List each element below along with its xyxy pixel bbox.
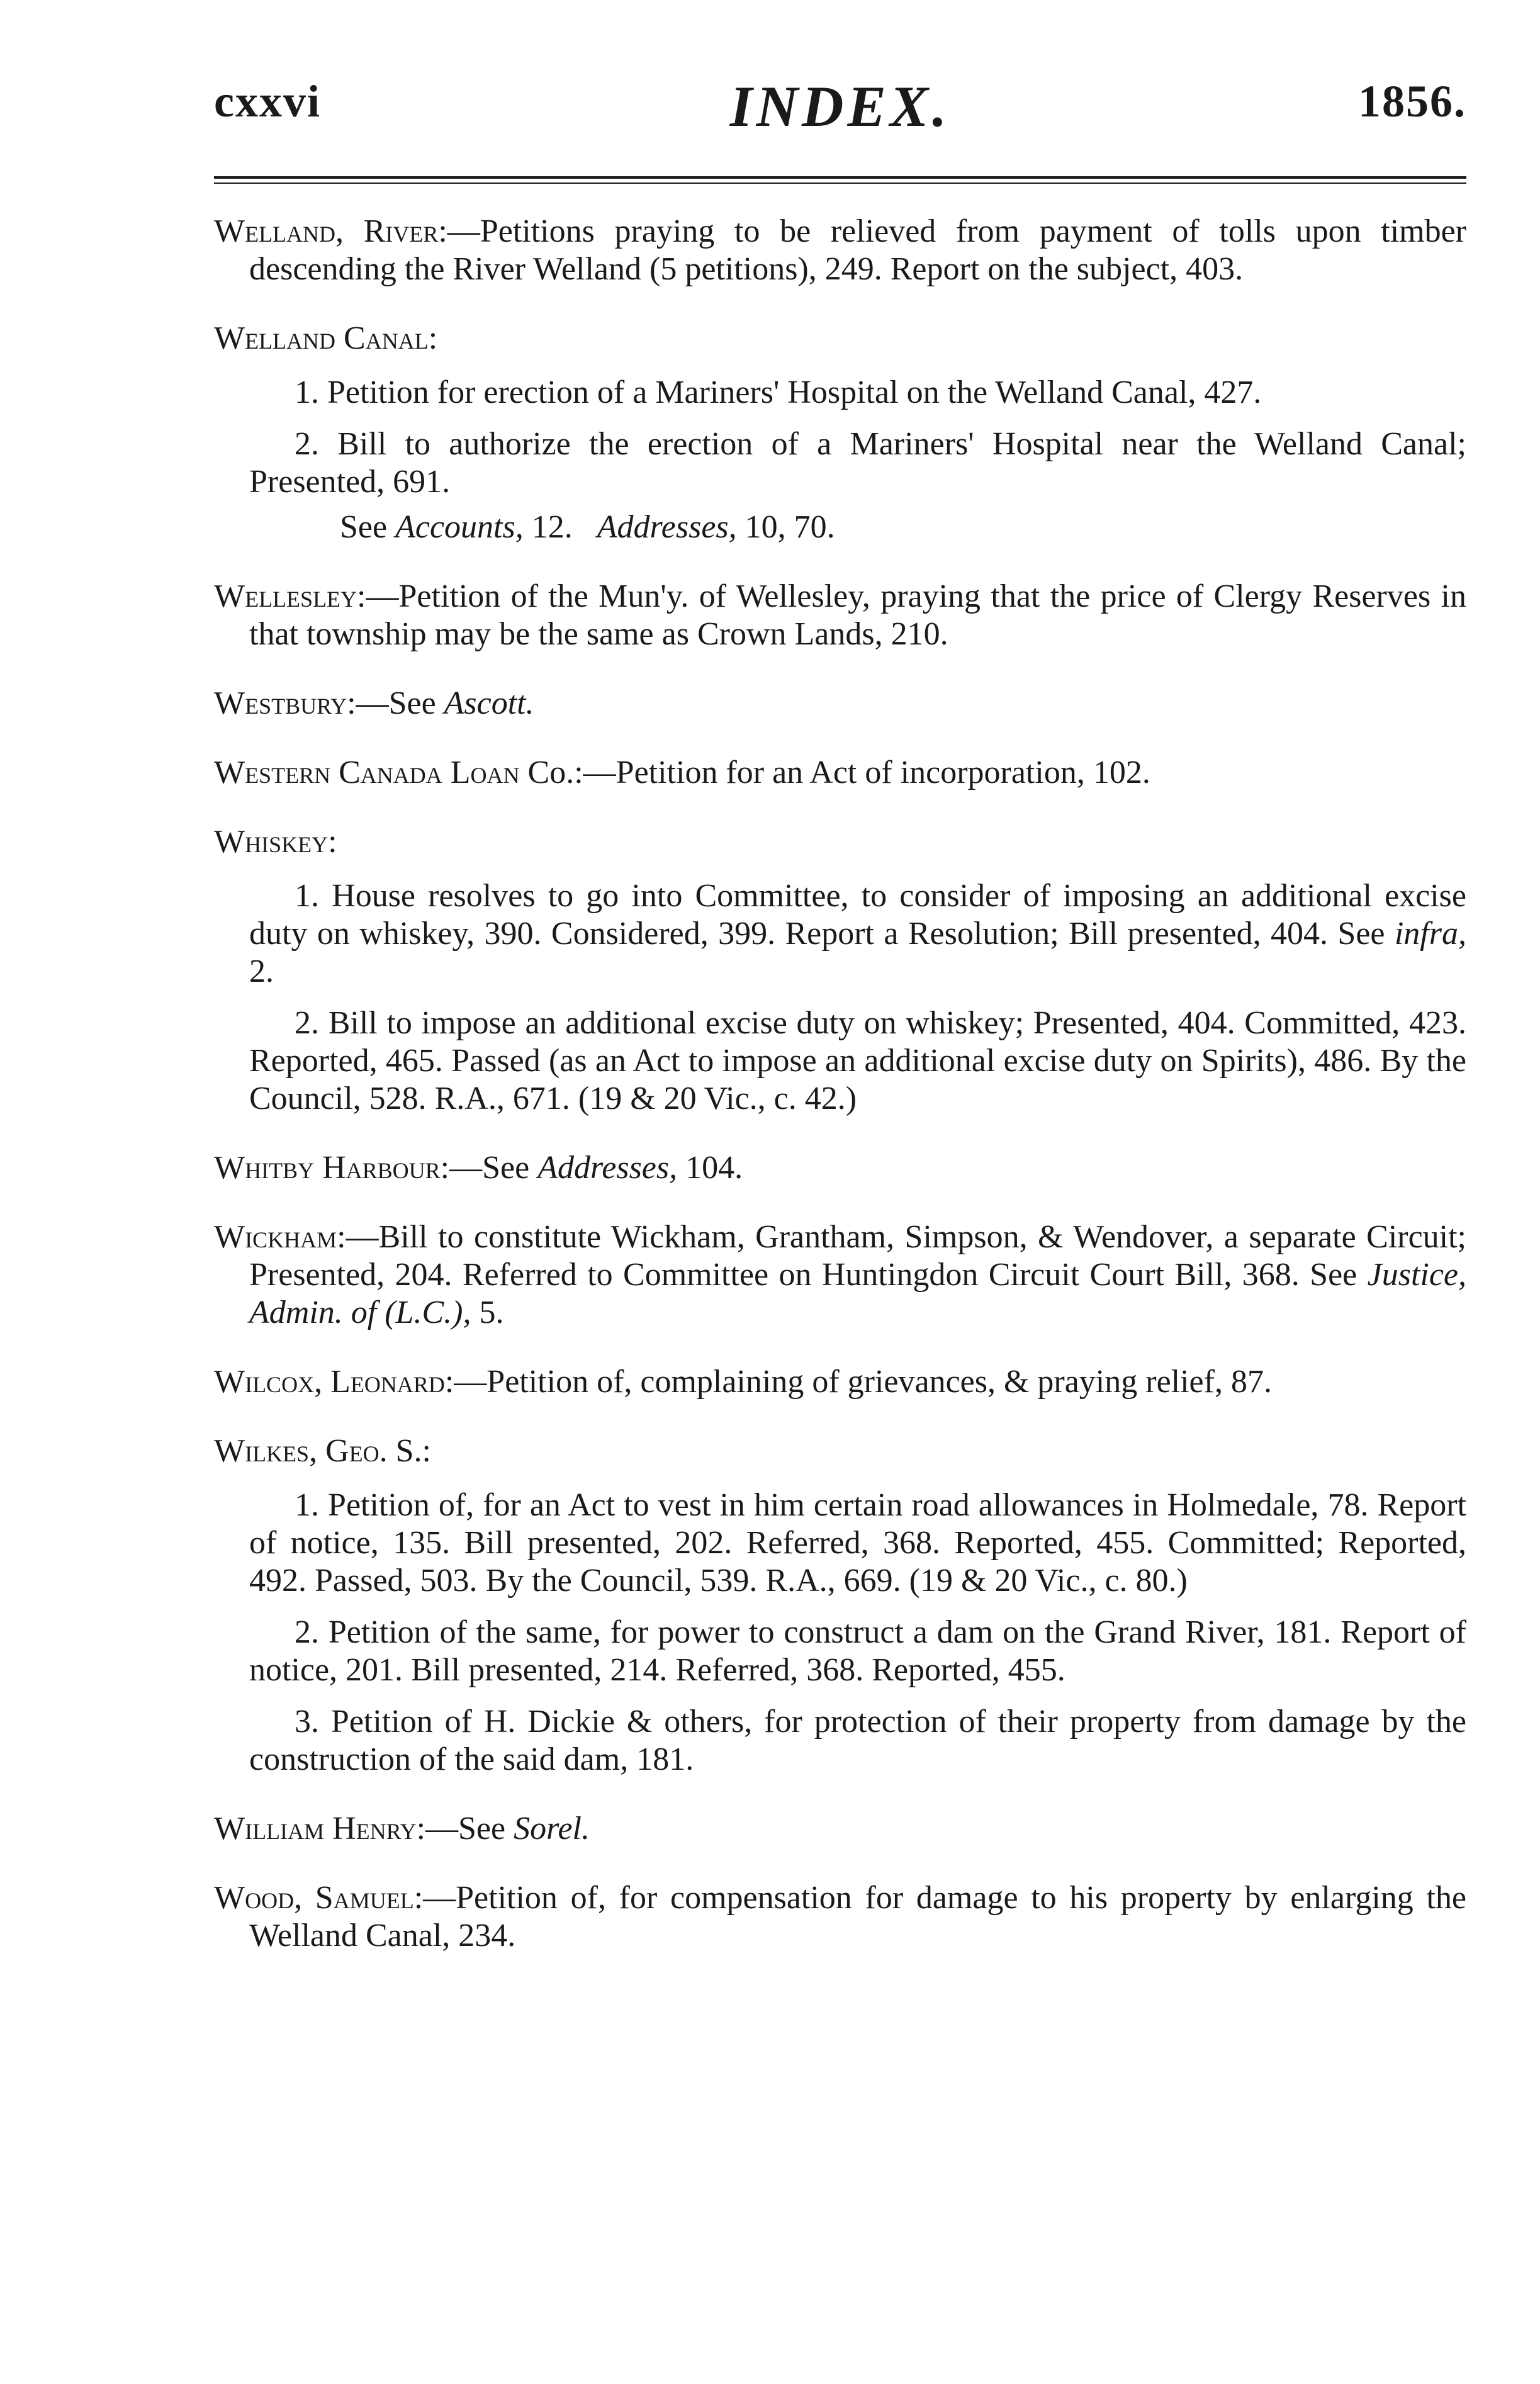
entry-text: :—Petition of, complaining of grievances, & praying relief, 87. (444, 1364, 1272, 1400)
page-year: 1856. (1358, 76, 1466, 127)
entry-head: Wellesley (214, 578, 357, 614)
entry-wickham (214, 1218, 1466, 1332)
page-number: cxxvi (214, 76, 321, 127)
entry-wilkes (214, 1432, 1466, 1779)
header-rule (214, 176, 1466, 179)
sub-item: 2. Petition of the same, for power to construct a dam on the Grand River, 181. Report of notice, 201. Bill presented, 214. Referred, 368. Reported, 455. (249, 1614, 1466, 1688)
entry-head-tail: Co. (527, 755, 575, 790)
entry-head: Whitby Harbour (214, 1150, 441, 1186)
entry-text: :—See (416, 1811, 506, 1847)
index-entries (214, 213, 1466, 1986)
see-ref: infra, (1394, 916, 1466, 952)
entry-wilcox (214, 1363, 1466, 1401)
sub-item: 3. Petition of H. Dickie & others, for protection of their property from damage by the construction of the said dam, 181. (249, 1704, 1466, 1777)
entry-wellesley (214, 578, 1466, 653)
sub-item: 2. Bill to impose an additional excise duty on whiskey; Presented, 404. Committed, 423. Reported, 465. Passed (as an Act to impose an additional excise duty on Spirits), 486. By the Council, 528. R.A., 671. (19 & 20 Vic., c. 42.) (249, 1005, 1466, 1116)
index-page (214, 74, 1467, 1954)
entry-western-canada (214, 754, 1466, 792)
page-header (214, 76, 1466, 170)
see-pages: 5. (479, 1295, 504, 1330)
see-ref: Addresses, (537, 1150, 678, 1186)
sub-item: 2. Bill to authorize the erection of a Mariners' Hospital near the Welland Canal; Presented, 691. (249, 426, 1466, 500)
entry-head: Welland Canal: (214, 320, 438, 356)
entry-text: :—Petition of, for compensation for damage to his property by enlarging the Welland Canal, 234. (249, 1880, 1466, 1954)
see-ref: Sorel. (514, 1811, 590, 1847)
header-rule-thin (214, 183, 1466, 184)
entry-head: Whiskey: (214, 824, 337, 860)
entry-head: Western Canada Loan (214, 755, 520, 790)
sub-item: 1. Petition for erection of a Mariners' Hospital on the Welland Canal, 427. (295, 374, 1262, 410)
see-pages: 12. (531, 509, 573, 545)
entry-text: :—Petition of the Mun'y. of Wellesley, praying that the price of Clergy Reserves in that township may be the same as Crown Lands, 210. (249, 578, 1466, 652)
entry-head: Wickham (214, 1219, 337, 1255)
see-pages: 2. (249, 953, 274, 989)
see-ref: Addresses, (597, 509, 737, 545)
entry-text: :—Bill to constitute Wickham, Grantham, Simpson, & Wendover, a separate Circuit; Presented, 204. Referred to Committee on Huntingdon Circuit Court Bill, 368. See (249, 1219, 1466, 1293)
sub-item: 1. Petition of, for an Act to vest in him certain road allowances in Holmedale, 78. Report of notice, 135. Bill presented, 202. Referred, 368. Reported, 455. Committed; Reported, 492. Passed, 503. By the Council, 539. R.A., 669. (19 & 20 Vic., c. 80.) (249, 1487, 1466, 1599)
entry-whitby (214, 1149, 1466, 1187)
entry-head: Welland, River (214, 213, 439, 249)
entry-head: Wilkes, Geo. S.: (214, 1433, 431, 1469)
entry-william-henry (214, 1810, 1466, 1848)
see-ref: Ascott. (444, 685, 534, 721)
entry-westbury (214, 685, 1466, 723)
see-pages: 10, 70. (745, 509, 835, 545)
entry-head: Westbury (214, 685, 347, 721)
entry-text: :—Petitions praying to be relieved from payment of tolls upon timber descending the River Welland (5 petitions), 249. Report on the subject, 403. (249, 213, 1466, 287)
entry-head: Wood, Samuel (214, 1880, 414, 1916)
sub-item-text: 1. House resolves to go into Committee, to consider of imposing an additional excise duty on whiskey, 390. Considered, 399. Report a Resolution; Bill presented, 404. See (249, 878, 1466, 952)
entry-head: Wilcox, Leonard (214, 1364, 445, 1400)
entry-wood (214, 1879, 1466, 1955)
entry-whiskey (214, 823, 1466, 1118)
see-also (214, 509, 1466, 546)
page-title: INDEX. (729, 74, 951, 138)
entry-text: :—See (347, 685, 436, 721)
entry-text: :—Petition for an Act of incorporation, 102. (574, 755, 1150, 790)
entry-welland-canal (214, 320, 1466, 546)
sub-item (214, 877, 1466, 991)
entry-text: :—See (440, 1150, 530, 1186)
entry-head: William Henry (214, 1811, 417, 1847)
see-pages: 104. (685, 1150, 743, 1186)
see-ref: Accounts, (395, 509, 524, 545)
see-ref: Justice, Admin. of (L.C.), (249, 1257, 1467, 1330)
see-prefix: See (340, 509, 388, 545)
entry-welland-river (214, 213, 1466, 288)
